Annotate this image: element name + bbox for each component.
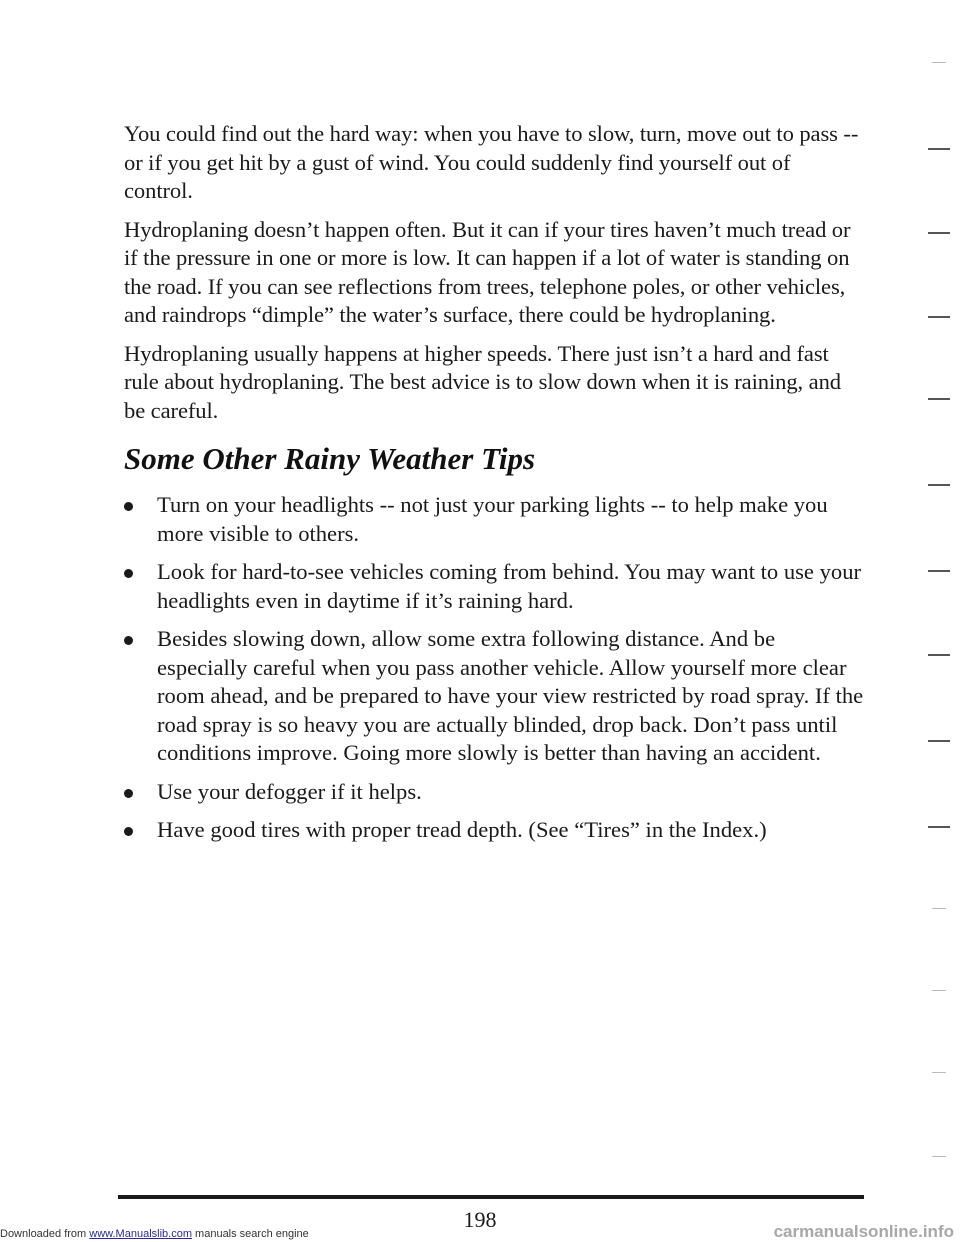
list-item-text: Turn on your headlights -- not just your parking lights -- to help make you more visible to others. <box>157 492 828 546</box>
list-item-text: Besides slowing down, allow some extra following distance. And be especially careful when you pass another vehicle. Allow yourself more clear room ahead, and be prepared to have your view restricted by road spray. If the road spray is so heavy you are actually blinded, drop back. Don’t pass until conditions improve. Going more slowly is better than having an accident. <box>157 626 864 765</box>
manualslib-link[interactable]: www.Manualslib.com <box>89 1228 192 1240</box>
edge-mark <box>932 908 946 909</box>
list-item-text: Use your defogger if it helps. <box>157 778 422 804</box>
tips-list <box>124 491 864 845</box>
edge-mark <box>928 316 950 318</box>
edge-mark <box>928 148 950 150</box>
edge-mark <box>932 1156 946 1157</box>
edge-mark <box>928 654 950 656</box>
list-item <box>124 625 864 768</box>
footer-rule <box>118 1195 864 1199</box>
watermark-suffix: manuals search engine <box>195 1228 309 1240</box>
edge-mark <box>928 398 950 400</box>
edge-mark <box>928 484 950 486</box>
list-item-text: Look for hard-to-see vehicles coming from behind. You may want to use your headlights even in daytime if it’s raining hard. <box>157 559 862 613</box>
edge-mark <box>932 1072 946 1073</box>
list-item <box>124 816 864 845</box>
paragraph-slow-turn: You could find out the hard way: when you have to slow, turn, move out to pass -- or if you get hit by a gust of wind. You could suddenly find yourself out of control. <box>124 121 859 203</box>
bullet-icon <box>124 502 133 511</box>
edge-mark <box>928 826 950 828</box>
list-item <box>124 491 864 548</box>
bullet-icon <box>124 827 133 836</box>
edge-mark <box>928 570 950 572</box>
edge-mark <box>928 232 950 234</box>
list-item-text: Have good tires with proper tread depth. (See “Tires” in the Index.) <box>157 817 767 842</box>
edge-mark <box>932 62 946 63</box>
bullet-icon <box>124 636 133 645</box>
download-watermark <box>0 1228 309 1240</box>
paragraph-hydroplaning-causes: Hydroplaning doesn’t happen often. But it can if your tires haven’t much tread or if the pressure in one or more is low. It can happen if a lot of water is standing on the road. If you can see reflections from trees, telephone poles, or other vehicles, and raindrops “dimple” the water’s surface, there could be hydroplaning. <box>124 216 851 327</box>
bullet-icon <box>124 569 133 578</box>
edge-mark <box>932 990 946 991</box>
edge-mark <box>928 740 950 742</box>
bullet-icon <box>124 789 133 798</box>
page-content <box>124 120 864 855</box>
list-item <box>124 778 864 807</box>
page-number: 198 <box>463 1207 497 1232</box>
site-watermark: carmanualsonline.info <box>773 1222 954 1241</box>
page-edge-marks <box>920 0 960 1242</box>
paragraph-hydroplaning-speeds: Hydroplaning usually happens at higher speeds. There just isn’t a hard and fast rule about hydroplaning. The best advice is to slow down when it is raining, and be careful. <box>124 340 841 423</box>
list-item <box>124 558 864 615</box>
watermark-prefix: Downloaded from <box>0 1228 87 1240</box>
section-heading: Some Other Rainy Weather Tips <box>124 441 536 476</box>
